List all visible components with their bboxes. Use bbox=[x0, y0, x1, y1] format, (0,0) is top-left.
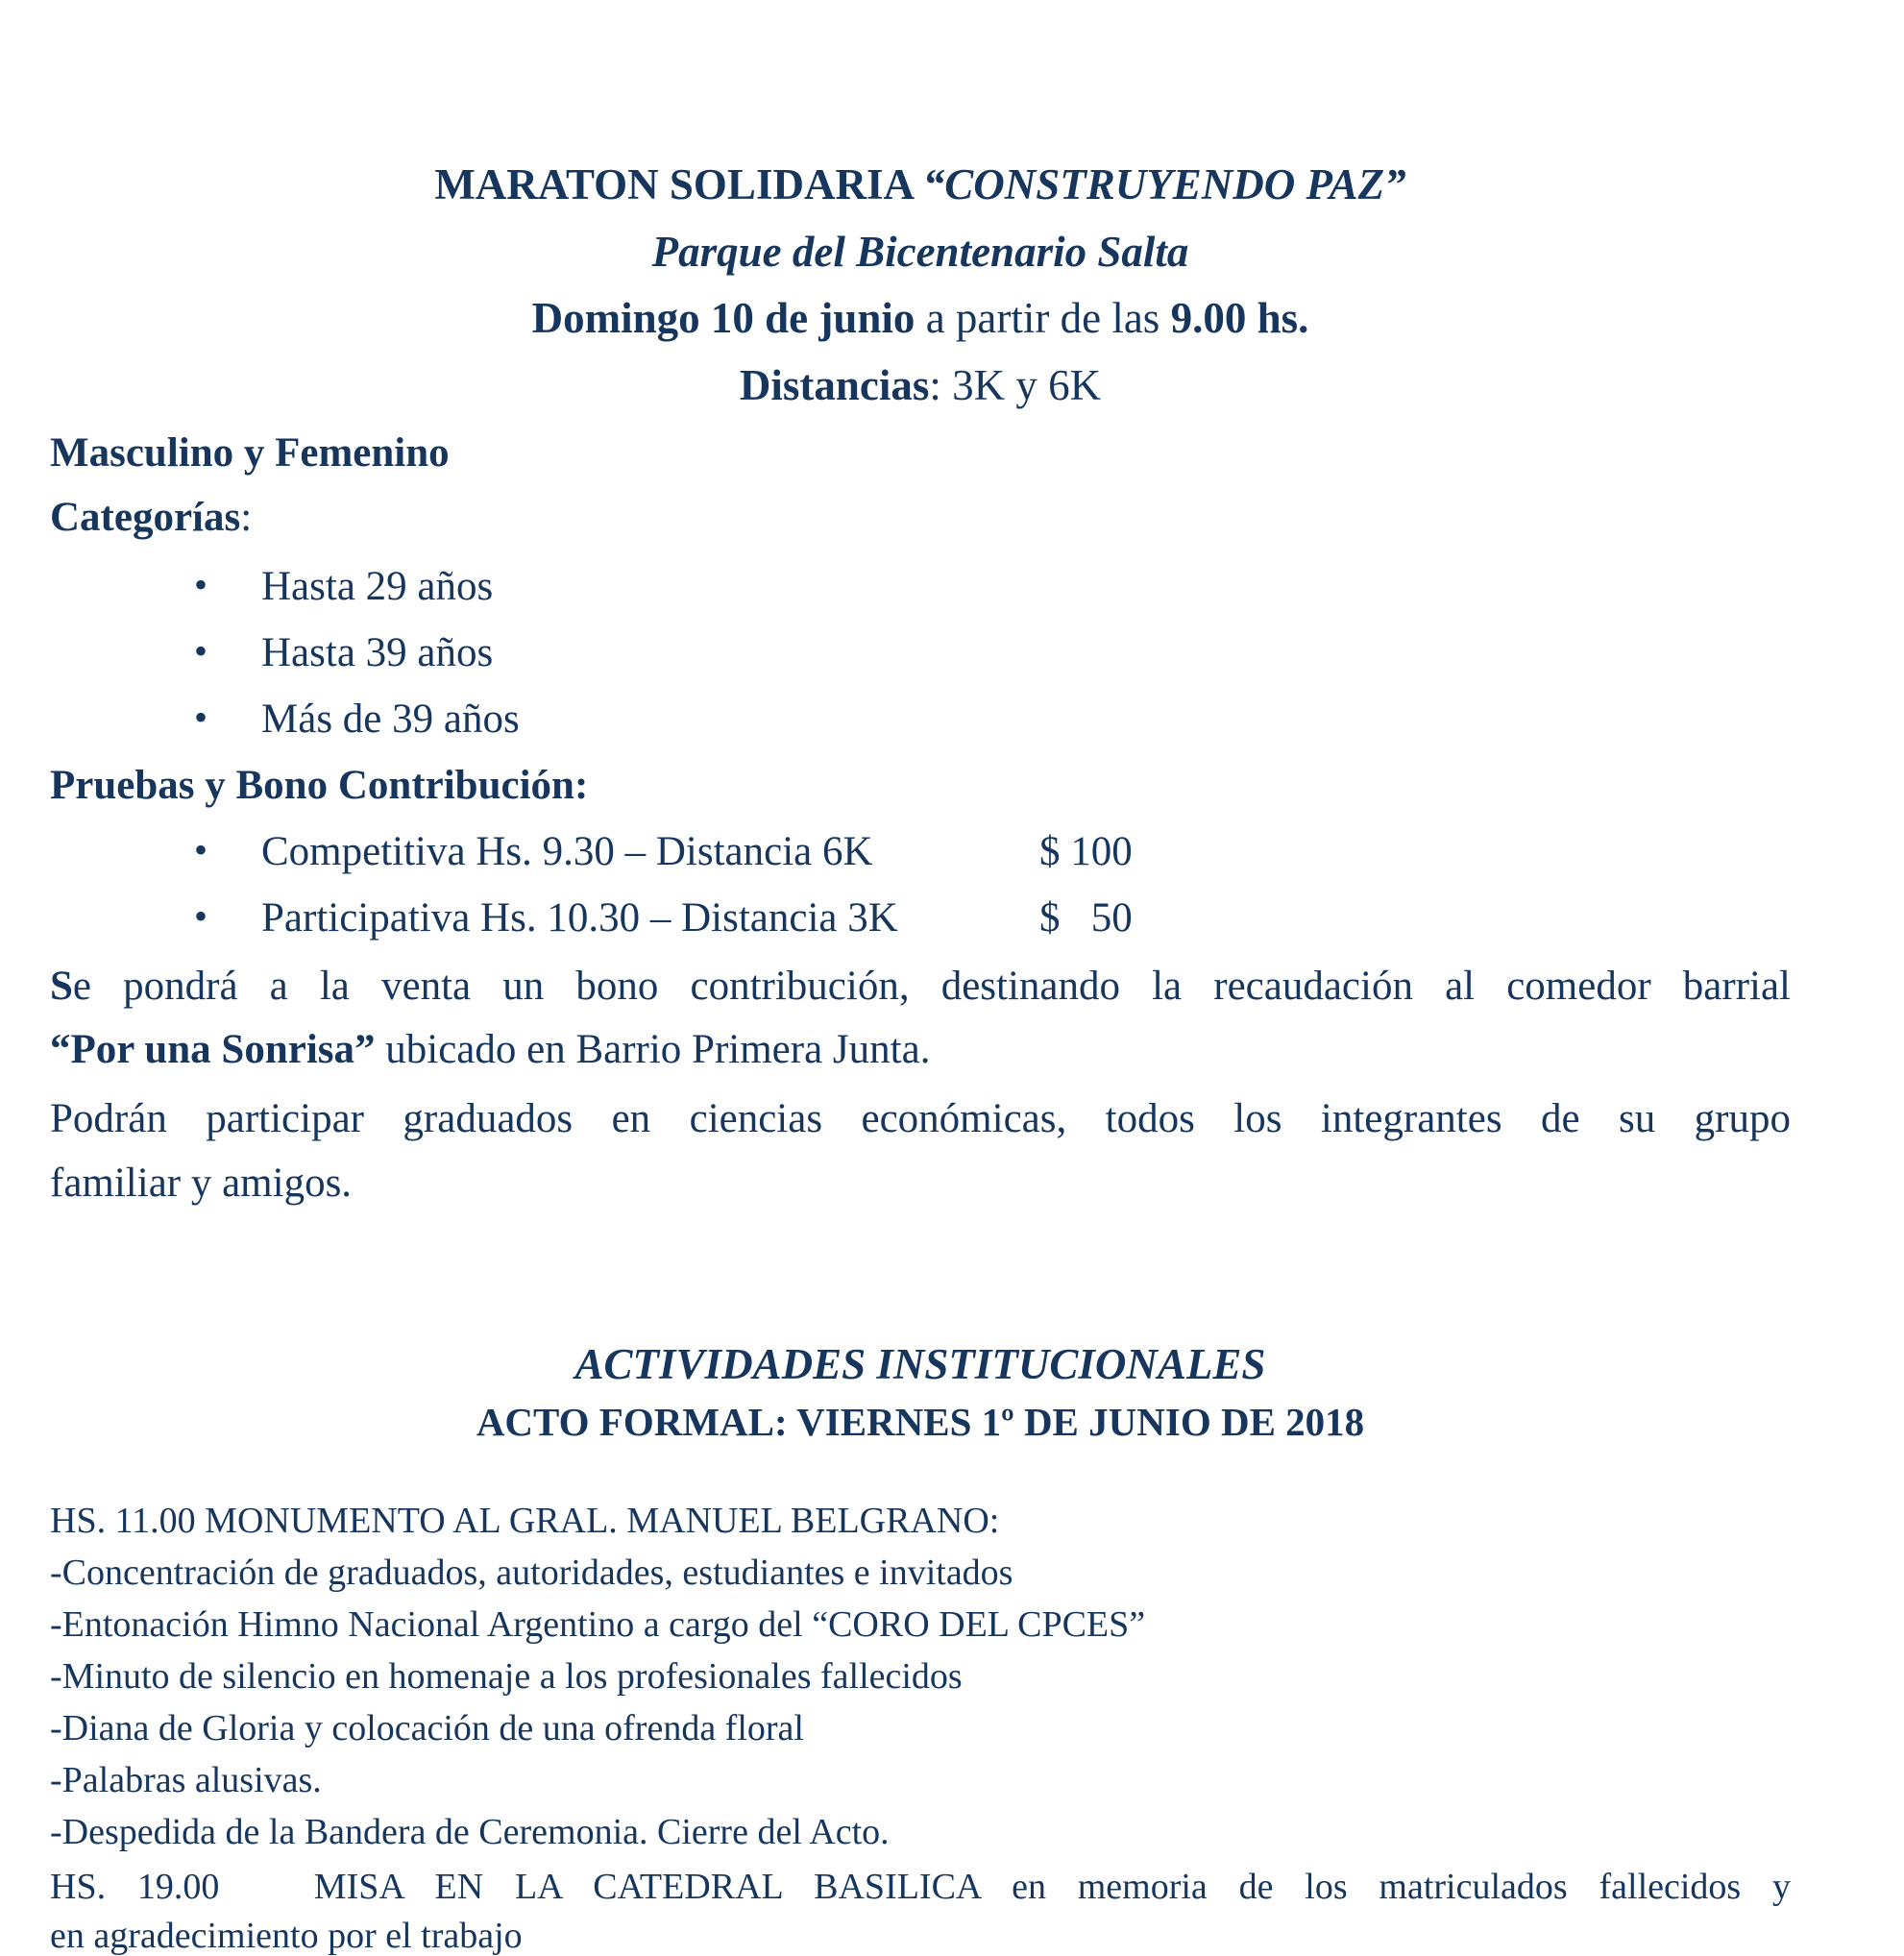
distances-value: : 3K y 6K bbox=[929, 361, 1102, 409]
misa-line: en agradecimiento por el trabajo bbox=[50, 1916, 523, 1956]
prueba-name: Participativa Hs. 10.30 – Distancia 3K bbox=[261, 895, 898, 941]
activity-line: -Despedida de la Bandera de Ceremonia. Cierre del Acto. bbox=[50, 1812, 890, 1852]
maraton-place: Parque del Bicentenario Salta bbox=[651, 228, 1189, 276]
maraton-distances bbox=[50, 361, 1791, 409]
maraton-title bbox=[50, 160, 1791, 208]
comedor-name: “Por una Sonrisa” bbox=[50, 1027, 376, 1072]
bullet-icon: • bbox=[194, 563, 208, 606]
prueba-price: $ 100 bbox=[1039, 829, 1133, 874]
category-text: Más de 39 años bbox=[261, 697, 520, 742]
list-item bbox=[50, 698, 1791, 746]
list-item bbox=[50, 894, 1791, 945]
categories-label: Categorías bbox=[50, 495, 241, 540]
activity-line: -Diana de Gloria y colocación de una ofrenda floral bbox=[50, 1708, 804, 1748]
activity-line: -Palabras alusivas. bbox=[50, 1760, 322, 1800]
category-text: Hasta 29 años bbox=[261, 564, 494, 609]
categories-colon: : bbox=[240, 495, 253, 540]
paragraph-line: Podrán participar graduados en ciencias económicas, todos los integrantes de su grupo bbox=[50, 1096, 1791, 1141]
category-text: Hasta 39 años bbox=[261, 630, 494, 675]
misa-line: HS. 19.00 MISA EN LA CATEDRAL BASILICA en memoria de los matriculados fallecidos y bbox=[50, 1867, 1791, 1907]
maraton-title-plain: MARATON SOLIDARIA bbox=[434, 160, 923, 208]
maraton-date bbox=[50, 294, 1791, 342]
paragraph-text: e pondrá a la venta un bono contribución, destinando la recaudación al comedor barrial bbox=[72, 964, 1791, 1009]
acto-subtitle: ACTO FORMAL: VIERNES 1º DE JUNIO DE 2018 bbox=[476, 1400, 1365, 1444]
paragraph-line bbox=[50, 1029, 930, 1070]
paragraph-line bbox=[50, 963, 1791, 1010]
bullet-icon: • bbox=[194, 894, 208, 938]
prueba-price: $ 50 bbox=[1039, 895, 1133, 941]
paragraph-text: ubicado en Barrio Primera Junta. bbox=[375, 1027, 931, 1072]
activity-line: -Minuto de silencio en homenaje a los profesionales fallecidos bbox=[50, 1656, 963, 1697]
gender-heading: Masculino y Femenino bbox=[50, 430, 450, 476]
maraton-date-time: 9.00 hs. bbox=[1170, 294, 1309, 342]
distances-label: Distancias bbox=[739, 361, 930, 409]
maraton-date-mid: a partir de las bbox=[915, 294, 1171, 342]
list-item bbox=[50, 828, 1791, 879]
bullet-icon: • bbox=[194, 629, 208, 672]
dropcap-s: S bbox=[50, 964, 73, 1009]
list-item bbox=[50, 563, 1791, 614]
maraton-date-bold: Domingo 10 de junio bbox=[531, 294, 915, 342]
activity-line: -Concentración de graduados, autoridades, estudiantes e invitados bbox=[50, 1553, 1013, 1593]
activity-line: HS. 11.00 MONUMENTO AL GRAL. MANUEL BELGRANO: bbox=[50, 1501, 1000, 1541]
activity-line: -Entonación Himno Nacional Argentino a cargo del “CORO DEL CPCES” bbox=[50, 1604, 1146, 1645]
actividades-title: ACTIVIDADES INSTITUCIONALES bbox=[574, 1340, 1266, 1388]
maraton-title-italic: “CONSTRUYENDO PAZ” bbox=[922, 160, 1406, 208]
bullet-icon: • bbox=[194, 696, 208, 739]
prueba-name: Competitiva Hs. 9.30 – Distancia 6K bbox=[261, 829, 873, 874]
bullet-icon: • bbox=[194, 828, 208, 871]
categories-heading bbox=[50, 497, 252, 538]
pruebas-heading: Pruebas y Bono Contribución: bbox=[50, 763, 589, 808]
list-item bbox=[50, 629, 1791, 680]
paragraph-line: familiar y amigos. bbox=[50, 1161, 353, 1206]
